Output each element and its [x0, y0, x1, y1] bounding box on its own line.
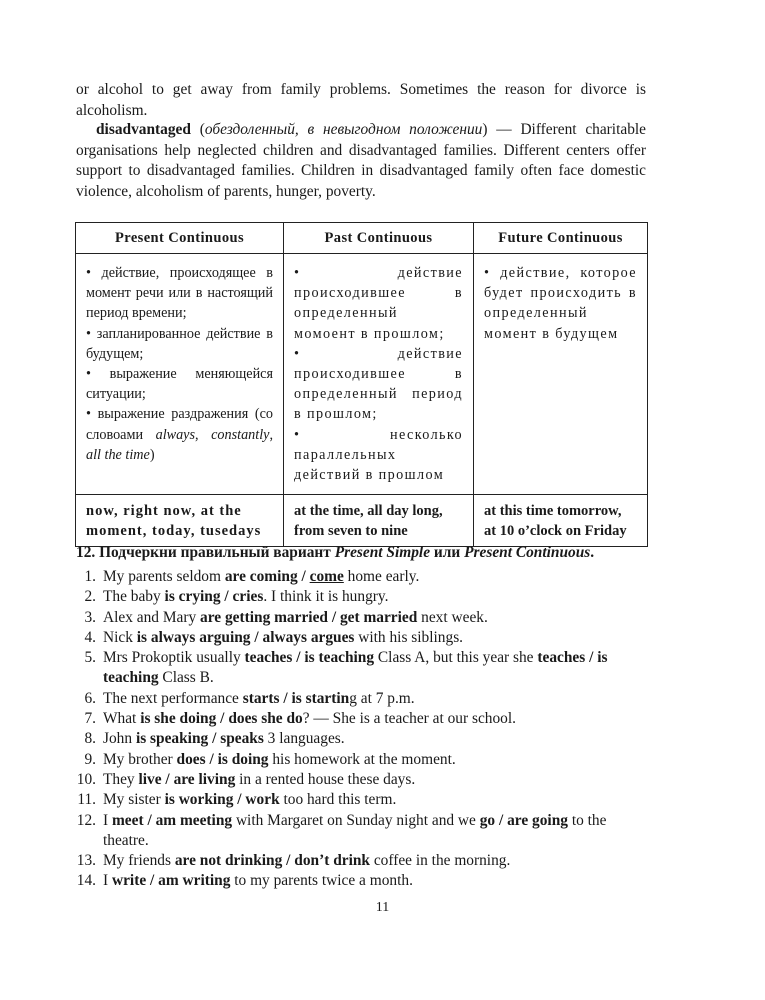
- exercise-item: 4. Nick is always arguing / always argues with his siblings.: [84, 628, 464, 646]
- option-b[interactable]: cries: [232, 588, 264, 606]
- exercise-item: 3. Alex and Mary are getting married / get married next week.: [84, 608, 488, 626]
- future-continuous-markers: at this time tomorrow, at 10 o’clock on Friday: [474, 495, 648, 547]
- option-b[interactable]: work: [245, 791, 280, 809]
- exercise-item: 7. What is she doing / does she do? — She is a teacher at our school.: [84, 710, 516, 728]
- gloss-close: ) —: [482, 121, 521, 138]
- option-a[interactable]: is speaking: [135, 730, 209, 748]
- list-item: • действие происходившее в определенный период в прошлом;: [294, 345, 463, 423]
- exercise-item: 9. My brother does / is doing his homework at the moment.: [84, 750, 456, 768]
- option-b[interactable]: don’t drink: [294, 852, 370, 870]
- exercise-title: 12. Подчеркни правильный вариант Present Simple или Present Continuous.: [76, 544, 595, 561]
- option-b[interactable]: is startin: [291, 689, 350, 707]
- option-a[interactable]: are getting married: [200, 608, 328, 626]
- option-a[interactable]: starts: [242, 689, 280, 707]
- list-item: • запланированное действие в будущем;: [86, 325, 273, 362]
- example-all-the-time: all the time: [86, 446, 150, 463]
- table-markers-row: [76, 495, 648, 547]
- header-future-continuous: Future Continuous: [474, 223, 648, 254]
- exercise-item: 6. The next performance starts / is starting at 7 p.m.: [84, 689, 415, 707]
- exercise-item: 14. I write / am writing to my parents twice a month.: [76, 872, 413, 890]
- paragraph-alcoholism: or alcohol to get away from family problems. Sometimes the reason for divorce is alcoholism.: [76, 81, 646, 119]
- exercise-item: 12. I meet / am meeting with Margaret on Sunday night and we go / are going to the theatre.: [76, 811, 607, 849]
- option-b[interactable]: are living: [173, 770, 236, 788]
- table-uses-row: [76, 254, 648, 495]
- past-continuous-uses: [284, 254, 474, 495]
- vocab-term: disadvantaged: [96, 121, 191, 138]
- option-a[interactable]: is she doing: [140, 710, 217, 728]
- past-continuous-markers: at the time, all day long, from seven to nine: [284, 495, 474, 547]
- option-a[interactable]: meet: [111, 811, 144, 829]
- page-number: 11: [375, 900, 390, 915]
- option-d[interactable]: are going: [507, 811, 568, 829]
- option-a[interactable]: write: [111, 872, 147, 890]
- option-b-underlined[interactable]: come: [309, 568, 344, 585]
- option-b[interactable]: is doing: [217, 750, 269, 768]
- option-a[interactable]: does: [176, 750, 206, 768]
- exercise-item: 5. Mrs Prokoptik usually teaches / is teaching Class A, but this year she teaches / is teaching Class B.: [84, 649, 608, 687]
- example-constantly: constantly: [211, 426, 270, 443]
- option-b[interactable]: am meeting: [155, 811, 233, 829]
- option-a[interactable]: is crying: [164, 588, 221, 606]
- header-present-continuous: Present Continuous: [76, 223, 284, 254]
- list-item: • несколько параллельных действий в прошлом: [294, 426, 463, 484]
- option-c[interactable]: go: [479, 811, 496, 829]
- table-header-row: [76, 223, 648, 254]
- present-continuous-markers: now, right now, at the moment, today, tusedays: [76, 495, 284, 547]
- option-a[interactable]: is always arguing: [136, 628, 251, 646]
- option-b[interactable]: does she do: [228, 710, 303, 728]
- option-b[interactable]: speaks: [220, 730, 264, 748]
- option-c[interactable]: teaches: [537, 649, 586, 667]
- option-a[interactable]: are not drinking: [174, 852, 283, 870]
- future-continuous-uses: [474, 254, 648, 495]
- exercise-list: [76, 567, 654, 892]
- vocab-gloss: обездоленный, в невыгодном положении: [204, 121, 483, 138]
- list-item: • выражение меняющейся ситуации;: [86, 366, 273, 403]
- option-d[interactable]: is teaching: [103, 649, 608, 687]
- continuous-tenses-table: [75, 222, 648, 547]
- option-a[interactable]: live: [138, 770, 162, 788]
- option-b[interactable]: always argues: [262, 628, 355, 646]
- option-b[interactable]: get married: [339, 608, 418, 626]
- option-a[interactable]: teaches: [244, 649, 293, 667]
- example-always: always: [155, 426, 196, 443]
- gloss-open: (: [190, 121, 205, 138]
- list-item: • действие, которое будет происходить в определенный момент в будущем: [484, 265, 637, 342]
- exercise-item: 2. The baby is crying / cries. I think it is hungry.: [84, 588, 389, 606]
- exercise-item: 10. They live / are living in a rented house these days.: [76, 770, 416, 788]
- option-a[interactable]: is working: [164, 791, 234, 809]
- present-continuous-uses: [76, 254, 284, 495]
- exercise-item: 11. My sister is working / work too hard this term.: [77, 791, 397, 809]
- list-item: • действие, происходящее в момент речи или в настоящий период времени;: [86, 265, 273, 322]
- exercise-item: 8. John is speaking / speaks 3 languages.: [84, 730, 345, 748]
- vocab-definition: Different charitable organisations help neglected children and disadvantaged families. Different centers offer support to disadvantaged families. Children in disadvantaged family often face domestic violence, alcoholism of parents, hunger, poverty.: [76, 121, 646, 200]
- option-b[interactable]: is teaching: [304, 649, 375, 667]
- paragraph-disadvantaged: [76, 120, 646, 202]
- option-a[interactable]: are coming: [224, 568, 298, 585]
- list-item: • выражение раздражения (со словоами always, constantly, all the time): [86, 406, 273, 463]
- list-item: • действие происходившее в определенный момоент в прошлом;: [294, 265, 463, 342]
- option-b[interactable]: am writing: [158, 872, 231, 890]
- exercise-item: 1. My parents seldom are coming / come home early.: [84, 568, 420, 585]
- exercise-item: 13. My friends are not drinking / don’t drink coffee in the morning.: [76, 852, 511, 870]
- header-past-continuous: Past Continuous: [284, 223, 474, 254]
